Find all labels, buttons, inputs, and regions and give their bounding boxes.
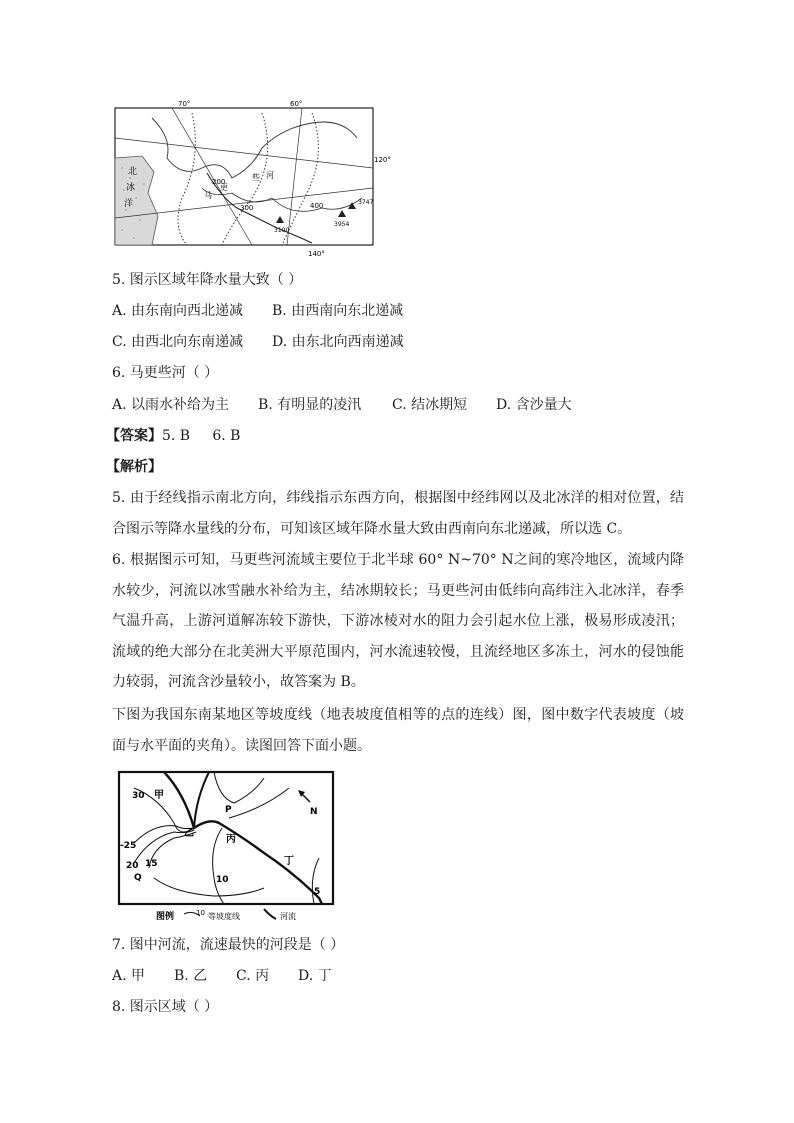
label-bing: 丙	[226, 834, 236, 845]
analysis-paragraph-5: 5. 由于经线指示南北方向，纬线指示东西方向，根据图中经纬网以及北冰洋的相对位置，结合图示等降水量线的分布，可知该区域年降水量大致由西南向东北递减，所以选 C。	[112, 490, 684, 537]
label-river-geng: 更	[220, 183, 228, 192]
label-contour-300: 300	[240, 204, 254, 212]
question-5-option-a: A. 由东南向西北递减	[112, 303, 244, 319]
label-lon-60: 60°	[290, 100, 303, 108]
label-slope-30: 30	[132, 791, 145, 801]
question-5-option-c: C. 由西北向东南递减	[112, 334, 244, 350]
label-slope-25: -25	[120, 841, 137, 851]
label-lon-70: 70°	[178, 100, 191, 108]
legend-river-symbol	[264, 909, 276, 919]
question-7-options	[112, 967, 332, 985]
question-7-option-d: D. 丁	[298, 968, 332, 984]
question-6-option-d: D. 含沙量大	[496, 397, 572, 413]
question-6-options	[112, 396, 572, 414]
figure-slope-map	[114, 768, 338, 926]
label-lon-120: 120°	[374, 156, 391, 164]
analysis-paragraph-6: 6. 根据图示可知，马更些河流域主要位于北半球 60° N~70° N之间的寒冷地区，流域内降水较少，河流以冰雪融水补给为主，结冰期较长；马更些河由低纬向高纬注入北冰洋，春季气温升高，上游河道解冻较下游快，下游冰棱对水的阻力会引起水位上涨，极易形成凌汛；流域的绝大部分在北美洲大平原范围内，河水流速较慢，且流经地区多冻土，河水的侵蚀能力较弱，河流含沙量较小，故答案为 B。	[112, 552, 684, 690]
label-river-xie: 些	[252, 173, 260, 182]
label-yi: 乙	[184, 828, 194, 839]
question-7-stem: 7. 图中河流，流速最快的河段是（ ）	[112, 937, 345, 953]
label-peak-3747: 3747	[358, 199, 374, 206]
legend-number: 10	[196, 909, 205, 917]
legend-river-label: 河流	[280, 912, 296, 921]
label-ding: 丁	[284, 856, 294, 867]
question-8-stem: 8. 图示区域（ ）	[112, 999, 219, 1015]
question-7-option-a: A. 甲	[112, 968, 146, 984]
label-slope-10: 10	[216, 875, 229, 885]
label-slope-5: 5	[314, 887, 321, 897]
answer-line	[106, 427, 240, 445]
question-5-options-row1	[112, 302, 403, 320]
label-lon-140: 140°	[308, 250, 325, 258]
question-5-option-b: B. 由西南向东北递减	[272, 303, 404, 319]
question-5-stem: 5. 图示区域年降水量大致（ ）	[112, 272, 303, 288]
figure-mackenzie-map	[112, 98, 392, 258]
label-slope-20: 20	[126, 861, 139, 871]
label-jia: 甲	[154, 790, 164, 801]
legend-title: 图例	[156, 912, 175, 922]
label-ocean-bing: 冰	[126, 183, 136, 193]
label-p: P	[225, 805, 232, 815]
label-q: Q	[134, 873, 142, 883]
question-7-option-c: C. 丙	[236, 968, 270, 984]
label-river-ma: 马	[204, 191, 212, 200]
legend-contour-label: 等坡度线	[208, 912, 240, 921]
question-6-option-a: A. 以雨水补给为主	[112, 397, 230, 413]
label-peak-3954: 3954	[334, 221, 350, 228]
label-ocean-yang: 洋	[124, 199, 134, 209]
question-6-stem: 6. 马更些河（ ）	[112, 365, 219, 381]
question-5-options-row2	[112, 333, 404, 351]
label-contour-400: 400	[310, 202, 324, 210]
label-ocean-bei: 北	[128, 167, 138, 177]
label-slope-15: 15	[145, 859, 158, 869]
question-5-option-d: D. 由东北向西南递减	[272, 334, 404, 350]
question-6-option-c: C. 结冰期短	[392, 397, 468, 413]
question-6-option-b: B. 有明显的凌汛	[258, 397, 362, 413]
intro-paragraph: 下图为我国东南某地区等坡度线（地表坡度值相等的点的连线）图，图中数字代表坡度（坡面与水平面的夹角）。读图回答下面小题。	[112, 707, 684, 754]
label-river-he: 河	[266, 171, 274, 180]
label-contour-200: 200	[212, 178, 226, 186]
label-peak-3100: 3100	[274, 227, 290, 234]
analysis-label: 【解析】	[106, 459, 162, 475]
question-7-option-b: B. 乙	[174, 968, 208, 984]
answer-text: 5. B 6. B	[162, 428, 241, 444]
label-north-n: N	[310, 807, 318, 817]
answer-label: 【答案】	[106, 428, 162, 444]
